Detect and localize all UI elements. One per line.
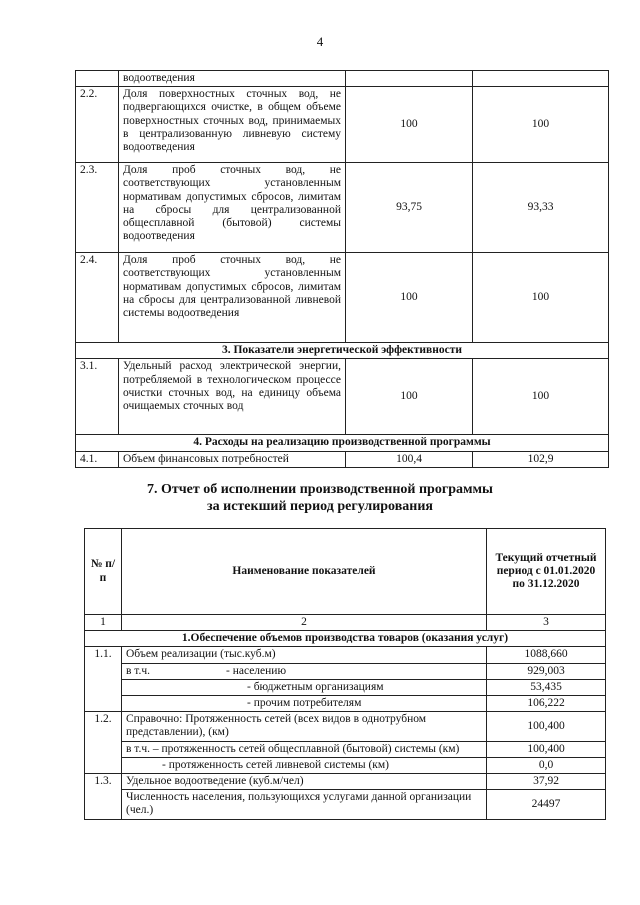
index-cell: 3	[487, 615, 606, 631]
cell-num	[76, 71, 119, 87]
cell-num: 2.3.	[76, 163, 119, 253]
section-title	[0, 481, 640, 515]
cell-name: Удельный расход электрической энергии, потребляемой в технологическом процессе очистки сточных вод, на единицу объема очищаемых сточных вод	[119, 359, 346, 435]
cell-num: 1.1.	[85, 647, 122, 712]
prefix-label: в т.ч.	[126, 664, 150, 677]
cell-num: 4.1.	[76, 451, 119, 467]
cell-value: 100	[346, 253, 473, 343]
cell-name: водоотведения	[119, 71, 346, 87]
index-cell: 1	[85, 615, 122, 631]
cell-name: - прочим потребителям	[122, 696, 487, 712]
table-row	[76, 359, 609, 435]
cell-value: 24497	[487, 790, 606, 819]
cell-value: 100	[473, 359, 609, 435]
item-label: - населению	[226, 664, 287, 677]
cell-value: 100	[473, 87, 609, 163]
cell-name: Численность населения, пользующихся услугами данной организации (чел.)	[122, 790, 487, 819]
cell-name: Справочно: Протяженность сетей (всех видов в однотрубном представлении), (км)	[122, 712, 487, 741]
table-row	[76, 71, 609, 87]
section-title-line: за истекший период регулирования	[207, 499, 433, 514]
cell-value: 53,435	[487, 679, 606, 695]
table-row	[85, 790, 606, 819]
table-row	[85, 663, 606, 679]
cell-name: Доля проб сточных вод, не соответствующих установленным нормативам допустимых сбросов, лимитам на сбросы для централизованной ливневой системы водоотведения	[119, 253, 346, 343]
cell-value: 37,92	[487, 774, 606, 790]
index-row	[85, 615, 606, 631]
cell-value: 102,9	[473, 451, 609, 467]
cell-value: 100,400	[487, 741, 606, 757]
cell-name: - бюджетным организациям	[122, 679, 487, 695]
cell-value: 0,0	[487, 757, 606, 773]
section-heading: 1.Обеспечение объемов производства товаров (оказания услуг)	[85, 631, 606, 647]
cell-name	[122, 663, 487, 679]
section-row	[76, 343, 609, 359]
cell-name: Удельное водоотведение (куб.м/чел)	[122, 774, 487, 790]
table-row	[85, 679, 606, 695]
cell-value: 106,222	[487, 696, 606, 712]
cell-name: в т.ч. – протяженность сетей общесплавной (бытовой) системы (км)	[122, 741, 487, 757]
cell-value: 93,75	[346, 163, 473, 253]
table-row	[76, 163, 609, 253]
cell-value	[346, 71, 473, 87]
cell-value: 100,4	[346, 451, 473, 467]
section-title-line: 7. Отчет об исполнении производственной программы	[146, 482, 493, 497]
cell-value: 93,33	[473, 163, 609, 253]
indicators-table	[75, 70, 609, 468]
cell-value	[473, 71, 609, 87]
report-table	[84, 528, 606, 820]
page-number: 4	[316, 34, 324, 49]
cell-name: Доля проб сточных вод, не соответствующих установленным нормативам допустимых сбросов, лимитам на сбросы для централизованной общесплавной (бытовой) системы водоотведения	[119, 163, 346, 253]
index-cell: 2	[122, 615, 487, 631]
header-num: № п/п	[85, 529, 122, 615]
table-row	[76, 253, 609, 343]
cell-num: 3.1.	[76, 359, 119, 435]
cell-value: 100,400	[487, 712, 606, 741]
cell-value: 929,003	[487, 663, 606, 679]
section-row	[76, 435, 609, 451]
table-row	[85, 712, 606, 741]
cell-num: 2.4.	[76, 253, 119, 343]
table-row	[85, 774, 606, 790]
header-period: Текущий отчетный период с 01.01.2020 по 31.12.2020	[487, 529, 606, 615]
header-name: Наименование показателей	[122, 529, 487, 615]
table-row	[85, 757, 606, 773]
table-row	[76, 87, 609, 163]
cell-num: 2.2.	[76, 87, 119, 163]
cell-name: Объем финансовых потребностей	[119, 451, 346, 467]
cell-num: 1.3.	[85, 774, 122, 820]
table-row	[85, 647, 606, 663]
table-row	[85, 741, 606, 757]
cell-value: 100	[346, 359, 473, 435]
table-row	[85, 696, 606, 712]
table-row	[76, 451, 609, 467]
section-row	[85, 631, 606, 647]
section-heading: 3. Показатели энергетической эффективности	[76, 343, 609, 359]
header-row	[85, 529, 606, 615]
cell-name: - протяженность сетей ливневой системы (км)	[122, 757, 487, 773]
cell-value: 100	[473, 253, 609, 343]
section-heading: 4. Расходы на реализацию производственной программы	[76, 435, 609, 451]
cell-value: 1088,660	[487, 647, 606, 663]
cell-name: Объем реализации (тыс.куб.м)	[122, 647, 487, 663]
cell-num: 1.2.	[85, 712, 122, 774]
cell-name: Доля поверхностных сточных вод, не подвергающихся очистке, в общем объеме поверхностных сточных вод, принимаемых в централизованную ливневую систему водоотведения	[119, 87, 346, 163]
cell-value: 100	[346, 87, 473, 163]
